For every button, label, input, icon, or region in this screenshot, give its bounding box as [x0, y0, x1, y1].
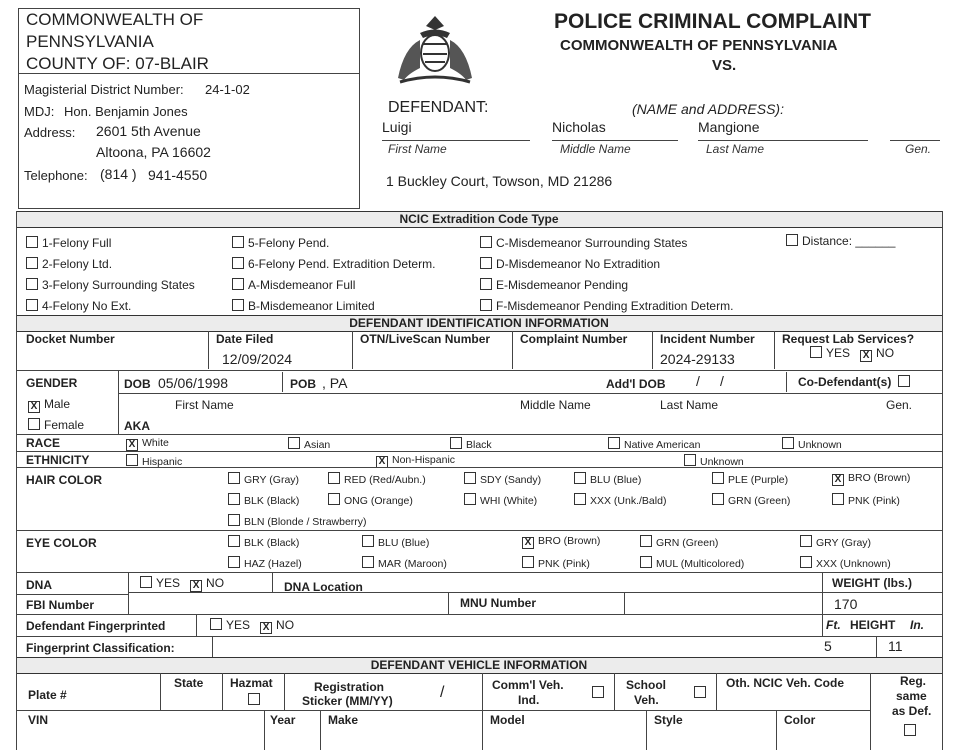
complaint-number-label: Complaint Number	[520, 332, 628, 346]
checkbox[interactable]	[210, 618, 222, 630]
checkbox[interactable]	[464, 493, 476, 505]
checkbox[interactable]	[832, 493, 844, 505]
race-option: Unknown	[782, 437, 842, 451]
school-veh-label: School	[626, 678, 667, 692]
telephone-label: Telephone:	[24, 168, 88, 183]
hair-option: ONG (Orange)	[328, 493, 413, 507]
dob: 05/06/1998	[158, 375, 229, 391]
checkbox[interactable]	[228, 493, 240, 505]
race-option: Black	[450, 437, 492, 451]
hair-option: WHI (White)	[464, 493, 537, 507]
checkbox[interactable]: X	[126, 439, 138, 451]
aka-label: AKA	[124, 419, 150, 433]
ncic-col2	[232, 233, 435, 317]
gender-female: Female	[28, 418, 84, 432]
state-seal	[390, 8, 480, 86]
checkbox[interactable]	[898, 375, 910, 387]
checkbox[interactable]	[232, 257, 244, 269]
checkbox[interactable]	[592, 686, 604, 698]
court-line2: PENNSYLVANIA	[26, 32, 154, 51]
dob-label: DOB	[124, 377, 151, 391]
fp-class-label: Fingerprint Classification:	[26, 641, 175, 655]
ncic-option: 4-Felony No Ext.	[26, 296, 195, 317]
eye-option: MUL (Multicolored)	[640, 556, 744, 570]
sticker-slash: /	[440, 684, 445, 701]
ncic-option: D-Misdemeanor No Extradition	[480, 254, 733, 275]
race-option: Asian	[288, 437, 330, 451]
checkbox[interactable]	[574, 493, 586, 505]
ethnicity-label: ETHNICITY	[26, 453, 90, 467]
checkbox[interactable]: X	[832, 474, 844, 486]
checkbox[interactable]	[480, 236, 492, 248]
checkbox[interactable]	[608, 437, 620, 449]
checkbox[interactable]	[522, 556, 534, 568]
ncic-option: B-Misdemeanor Limited	[232, 296, 435, 317]
checkbox[interactable]	[480, 278, 492, 290]
comml-veh-label: Comm'l Veh.	[492, 678, 564, 692]
mnu-number-label: MNU Number	[460, 596, 537, 610]
eye-option: PNK (Pink)	[522, 556, 590, 570]
checkbox[interactable]	[640, 535, 652, 547]
height-in-label: In.	[910, 618, 924, 632]
checkbox[interactable]	[904, 724, 916, 736]
pob: , PA	[322, 375, 348, 391]
checkbox[interactable]	[362, 535, 374, 547]
ncic-option: 5-Felony Pend.	[232, 233, 435, 254]
oth-ncic-label: Oth. NCIC Veh. Code	[726, 676, 845, 690]
ncic-option: E-Misdemeanor Pending	[480, 275, 733, 296]
weight-value: 170	[834, 596, 858, 612]
aka-last-caption: Last Name	[660, 398, 719, 412]
hair-option: GRN (Green)	[712, 493, 790, 507]
eye-option: X BRO (Brown)	[522, 535, 600, 549]
checkbox[interactable]	[140, 576, 152, 588]
vehicle-title: DEFENDANT VEHICLE INFORMATION	[16, 657, 942, 674]
checkbox[interactable]: X	[522, 537, 534, 549]
checkbox[interactable]	[800, 556, 812, 568]
dna-label: DNA	[26, 578, 52, 592]
gender-male: X Male	[28, 397, 70, 413]
eye-option: HAZ (Hazel)	[228, 556, 302, 570]
address-label: Address:	[24, 125, 76, 140]
district-value: 24-1-02	[205, 82, 250, 97]
checkbox[interactable]	[248, 693, 260, 705]
ident-title: DEFENDANT IDENTIFICATION INFORMATION	[16, 315, 942, 332]
checkbox[interactable]	[712, 493, 724, 505]
height-label: HEIGHT	[850, 618, 896, 632]
reg-same-label: Reg.	[900, 674, 927, 688]
hair-option: XXX (Unk./Bald)	[574, 493, 666, 507]
checkbox[interactable]	[480, 299, 492, 311]
checkbox[interactable]	[26, 278, 38, 290]
dna-location-label: DNA Location	[284, 580, 363, 594]
fbi-number-label: FBI Number	[26, 598, 95, 612]
checkbox[interactable]	[464, 472, 476, 484]
hair-option: GRY (Gray)	[228, 472, 299, 486]
date-filed-label: Date Filed	[216, 332, 274, 346]
lab-services-label: Request Lab Services?	[782, 332, 915, 346]
eye-option: GRN (Green)	[640, 535, 718, 549]
gen-caption: Gen.	[905, 142, 932, 156]
checkbox[interactable]	[228, 472, 240, 484]
checkbox[interactable]: X	[28, 401, 40, 413]
checkbox[interactable]	[782, 437, 794, 449]
height-in: 11	[888, 638, 903, 654]
height-ft-label: Ft.	[826, 618, 841, 632]
plate-label: Plate #	[28, 688, 67, 702]
checkbox[interactable]	[810, 346, 822, 358]
checkbox[interactable]: X	[260, 622, 272, 634]
docket-label: Docket Number	[26, 332, 115, 346]
lab-services-options: YES X NO	[810, 346, 894, 362]
telephone-area: (814 )	[100, 166, 137, 182]
checkbox[interactable]	[26, 299, 38, 311]
ncic-option: 3-Felony Surrounding States	[26, 275, 195, 296]
style-label: Style	[654, 713, 683, 727]
date-filed: 12/09/2024	[222, 351, 293, 367]
checkbox[interactable]	[232, 236, 244, 248]
pob-label: POB	[290, 377, 317, 391]
checkbox[interactable]: X	[190, 580, 202, 592]
checkbox[interactable]	[480, 257, 492, 269]
eye-option: BLU (Blue)	[362, 535, 429, 549]
reg-same-label2: same	[896, 689, 927, 703]
height-ft: 5	[824, 638, 832, 654]
court-line1: COMMONWEALTH OF	[26, 10, 204, 29]
fingerprinted-label: Defendant Fingerprinted	[26, 619, 166, 633]
ncic-col3	[480, 233, 733, 317]
addl-dob-slash: /	[696, 373, 700, 389]
reg-same-label3: as Def.	[892, 704, 932, 718]
checkbox[interactable]: X	[860, 350, 872, 362]
reg-same-checkbox[interactable]	[904, 722, 920, 740]
checkbox[interactable]	[640, 556, 652, 568]
state-label: State	[174, 676, 204, 690]
ncic-option: F-Misdemeanor Pending Extradition Determ.	[480, 296, 733, 317]
ncic-option: A-Misdemeanor Full	[232, 275, 435, 296]
checkbox[interactable]	[328, 493, 340, 505]
ncic-option: C-Misdemeanor Surrounding States	[480, 233, 733, 254]
ethnicity-option: X Non-Hispanic	[376, 454, 455, 468]
telephone-number: 941-4550	[148, 167, 208, 183]
make-label: Make	[328, 713, 359, 727]
complaint-subtitle: COMMONWEALTH OF PENNSYLVANIA	[560, 37, 838, 54]
fingerprinted-options: YES X NO	[210, 618, 294, 634]
hair-option: PNK (Pink)	[832, 493, 900, 507]
checkbox[interactable]	[232, 278, 244, 290]
versus: VS.	[712, 57, 737, 74]
ethnicity-option: Hispanic	[126, 454, 182, 468]
eye-option: BLK (Black)	[228, 535, 299, 549]
defendant-label: DEFENDANT:	[388, 99, 489, 116]
mdj-label: MDJ:	[24, 104, 55, 119]
hair-option: RED (Red/Aubn.)	[328, 472, 426, 486]
ethnicity-option: Unknown	[684, 454, 744, 468]
race-option: X White	[126, 437, 169, 451]
ncic-option: 2-Felony Ltd.	[26, 254, 195, 275]
address-line2: Altoona, PA 16602	[96, 144, 211, 160]
name-address-label: (NAME and ADDRESS):	[632, 101, 784, 117]
hazmat-checkbox[interactable]	[248, 691, 264, 709]
eye-option: MAR (Maroon)	[362, 556, 447, 570]
codefendant-label: Co-Defendant(s)	[798, 375, 914, 389]
checkbox[interactable]	[288, 437, 300, 449]
checkbox[interactable]	[232, 299, 244, 311]
weight-label: WEIGHT (lbs.)	[832, 576, 912, 590]
address-line1: 2601 5th Avenue	[96, 123, 201, 139]
checkbox[interactable]	[574, 472, 586, 484]
checkbox[interactable]	[712, 472, 724, 484]
ncic-option: 6-Felony Pend. Extradition Determ.	[232, 254, 435, 275]
ncic-col1	[26, 233, 195, 317]
court-line3: COUNTY OF: 07-BLAIR	[26, 54, 209, 73]
comml-checkbox[interactable]	[592, 684, 608, 702]
checkbox[interactable]	[28, 418, 40, 430]
race-label: RACE	[26, 436, 61, 450]
dna-options: YES X NO	[140, 576, 224, 592]
year-label: Year	[270, 713, 296, 727]
hair-option: BLN (Blonde / Strawberry)	[228, 514, 367, 528]
color-label: Color	[784, 713, 816, 727]
checkbox[interactable]	[450, 437, 462, 449]
defendant-address: 1 Buckley Court, Towson, MD 21286	[386, 173, 613, 189]
ncic-title: NCIC Extradition Code Type	[16, 211, 942, 228]
checkbox[interactable]	[26, 236, 38, 248]
otn-label: OTN/LiveScan Number	[360, 332, 491, 346]
hair-option: PLE (Purple)	[712, 472, 788, 486]
hair-option: BLU (Blue)	[574, 472, 641, 486]
eye-color-label: EYE COLOR	[26, 536, 97, 550]
vin-label: VIN	[28, 713, 49, 727]
aka-first-caption: First Name	[175, 398, 234, 412]
aka-gen-caption: Gen.	[886, 398, 913, 412]
hair-color-label: HAIR COLOR	[26, 473, 102, 487]
last-name-caption: Last Name	[706, 142, 765, 156]
checkbox[interactable]	[26, 257, 38, 269]
hazmat-label: Hazmat	[230, 676, 273, 690]
distance-field: Distance: ______	[786, 234, 895, 248]
first-name-caption: First Name	[388, 142, 447, 156]
checkbox[interactable]	[362, 556, 374, 568]
sticker-label: Sticker (MM/YY)	[302, 694, 393, 708]
checkbox[interactable]	[694, 686, 706, 698]
comml-veh-ind-label: Ind.	[518, 693, 540, 707]
eye-option: XXX (Unknown)	[800, 556, 891, 570]
checkbox[interactable]: X	[376, 456, 388, 468]
checkbox[interactable]	[228, 535, 240, 547]
complaint-title: POLICE CRIMINAL COMPLAINT	[554, 10, 871, 33]
checkbox[interactable]	[800, 535, 812, 547]
hair-option: SDY (Sandy)	[464, 472, 541, 486]
gender-label: GENDER	[26, 376, 78, 390]
incident-number: 2024-29133	[660, 351, 735, 367]
ncic-option: 1-Felony Full	[26, 233, 195, 254]
checkbox[interactable]	[684, 454, 696, 466]
hair-option: X BRO (Brown)	[832, 472, 910, 486]
school-checkbox[interactable]	[694, 684, 710, 702]
eye-option: GRY (Gray)	[800, 535, 871, 549]
checkbox[interactable]	[228, 556, 240, 568]
addl-dob-label: Add'l DOB	[606, 377, 666, 391]
aka-middle-caption: Middle Name	[520, 398, 591, 412]
race-option: Native American	[608, 437, 700, 451]
defendant-middle-name: Nicholas	[552, 119, 606, 135]
checkbox[interactable]	[228, 514, 240, 526]
defendant-last-name: Mangione	[698, 119, 760, 135]
incident-number-label: Incident Number	[660, 332, 755, 346]
model-label: Model	[490, 713, 525, 727]
defendant-first-name: Luigi	[382, 119, 412, 135]
registration-label: Registration	[314, 680, 385, 694]
checkbox[interactable]	[328, 472, 340, 484]
middle-name-caption: Middle Name	[560, 142, 631, 156]
checkbox[interactable]	[126, 454, 138, 466]
checkbox[interactable]	[786, 234, 798, 246]
school-veh-label2: Veh.	[634, 693, 659, 707]
addl-dob-slash: /	[720, 373, 724, 389]
hair-option: BLK (Black)	[228, 493, 299, 507]
district-label: Magisterial District Number:	[24, 82, 184, 97]
mdj-value: Hon. Benjamin Jones	[64, 104, 188, 119]
